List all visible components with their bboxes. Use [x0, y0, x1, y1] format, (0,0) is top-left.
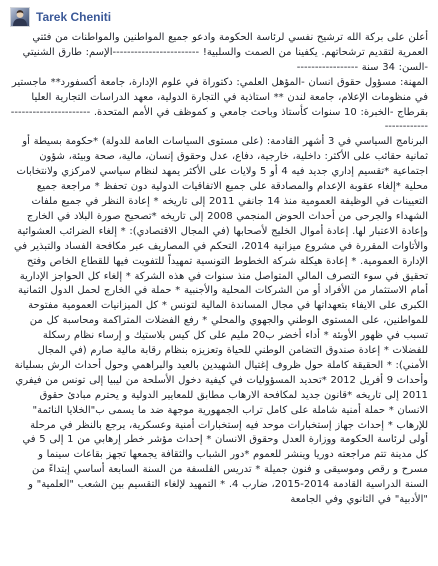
post-paragraph-program: البرنامج السياسي في 3 أشهر القادمة: (على مستوى السياسات العامة للدولة) *حكومة بسيطة أو ثمانية حقائب على الأكثر: داخلية، خارجية، دفاع، عدل وحقوق إنسان، مالية، صحة وبيئة، شؤون اجتماعية *تقسيم إداري جديد فيه 4 أو 5 ولايات على الأكثر يمهد لنظام سياسي لامركزي ولانتخابات محلية *إلغاء عقوبة الإعدام والمصادقة على جميع الاتفاقيات الدولية دون تحفظ * مراجعة جميع التعيينات في الوظيفة العمومية منذ 14 جانفي 2011 إلى تاريخه * إعادة النظر في جميع ملفات الشهداء والجرحى من أحداث الحوض المنجمي 2008 إلى تاريخه *تصحيح صورة البلاد في الخارج وإعادة الاعتبار لها. إعادة أموال الخليج لأصحابها (في المجال الاقتصادي): * إلغاء الضرائب العشوائية والأتاوات المقررة في مشروع ميزانية 2014، التحكم في المصاريف عبر مكافحة الفساد والتبذير في الإدارة العمومية. * إعادة هيكلة شركة الخطوط التونسية تمهيداً للتفويت فيها للقطاع الخاص وفتح تحقيق في سوء التصرف المالي المتواصل منذ سنوات في هذه الشركة * إلغاء كل الحواجز الإدارية أمام الاستثمار من الأفراد أو من الشركات المحلية والأجنبية * حملة في الخارج لحمل الدول الثمانية الكبرى على الايفاء بتعهداتها في مجال المساندة المالية لتونس * كل الميزانيات العمومية مفتوحة للمواطنين، على المستوى الوطني والجهوي والمحلي * رفع الفضلات المتراكمة ومحاسبة كل من تسبب في ظهور الأوبئة * أداء أخضر ب20 مليم على كل كيس بلاستيك و إرساء نظام رسكلة للفضلات * إعادة صندوق التضامن الوطني للحياة وتعزيزه بنظام رقابة مالية صارم (في المجال الأمني): * الحقيقة كاملة حول ظروف إغتيال الشهيدين بالعيد والبراهمي وحول أحداث الرش بسليانة وأحداث 9 أفريل 2012 *تحديد المسؤوليات في كيفية دخول الأسلحة من ليبيا إلى تونس من فيفري 2011 إلى تاريخه *قانون جديد لمكافحة الارهاب مطابق للمعايير الدولية و يحترم مبادئ حقوق الانسان * حملة أمنية شاملة على كامل تراب الجمهورية موجهة ضد ما يسمى ب"الخلايا النائمة" للإرهاب * إحداث جهاز إستخبارات موحد فيه إستخبارات أمنية وعسكرية، يرجع بالنظر في مرحلة أولى لرئاسة الحكومة ووزارة العدل وحقوق الانسان * إحداث مؤشر خطر إرهابي من 1 إلى 5 في كل مدينة تتم مراجعته دوريا وينشر للعموم *دور الشباب والثقافة يجمعها تجهز بقاعات سينما و مسرح و رقص وموسيقى و فنون جميلة * تدريس الفلسفة من السنة السابعة أساسي إبتداءً من السنة الدراسية القادمة 2014-2015، ضارب 4. * التمهيد لإلغاء التقسيم بين الشعب "العلمية" و "الأدبية" في الثانوي وفي الجامعة [13, 136, 428, 506]
avatar[interactable] [10, 7, 30, 27]
post-text [10, 31, 430, 508]
post-header [10, 6, 430, 28]
post-paragraph-announcement: أعلن على بركة الله ترشيح نفسي لرئاسة الحكومة وادعو جميع المواطنين والمواطنات من فئتي العمرية لتقديم ترشحاتهم. يكفينا من الصمت والسلبية! ------------------------الإسم: طارق الشنيتي -السن: 34 سنة ----------------- [22, 32, 428, 73]
post-paragraph-profile: المهنة: مسؤول حقوق انسان -المؤهل العلمي: دكتوراة في علوم الإدارة، جامعة أكسفورد** ماجستير في منظومات الإعلام، جامعة لندن ** استاذية في التجارة الدولية، معهد الدراسات التجارية العليا بقرطاج -الخبرة: 10 سنوات كأستاذ وباحث جامعي و كموظف في الأمم المتحدة. ---------------------------------- [10, 76, 428, 133]
profile-photo-icon [11, 8, 29, 26]
author-name-link[interactable]: Tarek Cheniti [36, 10, 112, 24]
